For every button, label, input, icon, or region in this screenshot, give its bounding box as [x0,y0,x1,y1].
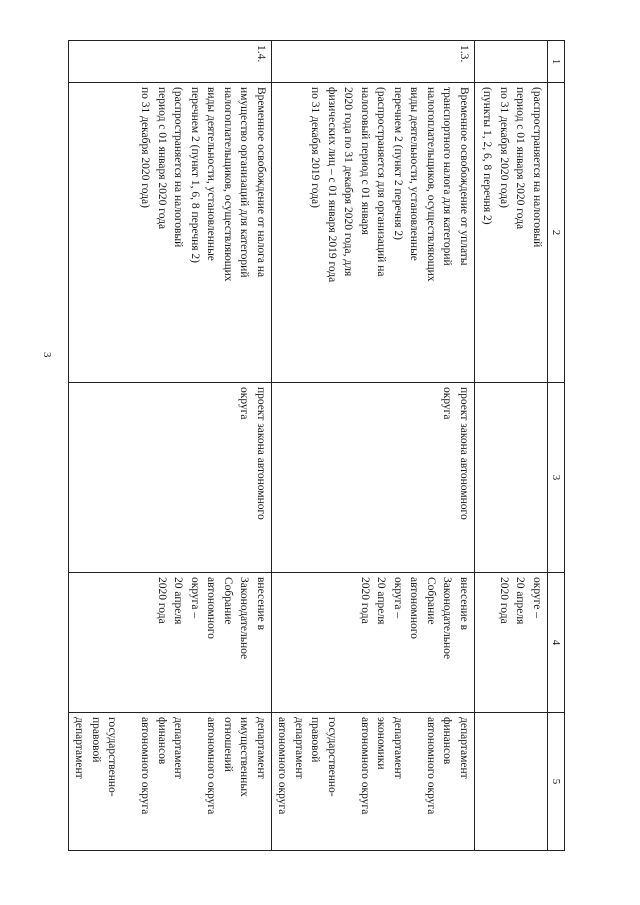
measure-cell [475,83,548,383]
cell-text-line: экономики [375,717,388,770]
cell-text-line: департамент [73,717,86,779]
cell-text-line: имущественных [238,717,251,797]
cell-text-line: перечнем 2 (пункт 1, 6, 8 перечня 2) [189,87,201,264]
blank-line [406,717,423,846]
cell-text-line: финансов [441,717,454,765]
cell-text-line: транспортного налога для категорий [441,87,454,266]
cell-text-line: виды деятельности, установленные [205,87,218,261]
rotated-table-wrapper [73,40,565,850]
blank-line [340,717,357,846]
cell-text-line: округа [441,387,454,420]
cell-text-line: по 31 декабря 2019 года) [309,87,322,208]
column-header: 2 [548,83,565,383]
cell-text-line: (распространяется на налоговый [531,87,543,248]
cell-text-line: департамент [458,717,470,779]
cell-text-line: период с 01 января 2020 года [514,87,527,230]
cell-text-line: 2020 года [156,577,168,624]
cell-text-line: 20 апреля [514,577,527,625]
cell-text-line: департамент [172,717,185,779]
cell-text-line: налогоплательщиков, осуществляющих [222,87,234,282]
cell-text-line: налоговый период с 01 января [359,87,371,235]
executor-cell [475,713,548,851]
cell-text-line: по 31 декабря 2020 года) [139,87,152,208]
cell-text-line: правовой [309,717,322,763]
cell-text-line: округе – [531,577,543,618]
cell-text-line: финансов [156,717,168,765]
cell-text-line: внесение в [458,577,470,631]
table-row [272,41,475,851]
cell-text-line: государственно- [106,717,119,797]
cell-text-line: Временное освобождение от уплаты [458,87,470,266]
cell-text-line: 20 апреля [172,577,185,625]
column-header: 1 [548,41,565,83]
cell-text-line: департамент [392,717,404,779]
row-number-cell: 1.4. [69,41,272,83]
cell-text-line: (распространяется для организаций на [375,87,388,277]
cell-text-line: автономного округа [359,717,371,815]
cell-text-line: округа – [392,577,404,619]
cell-text-line: правовой [90,717,102,763]
cell-text-line: перечнем 2 (пункт 2 перечня 2) [392,87,404,241]
measures-table [68,40,565,851]
measure-cell [272,83,475,383]
cell-text-line: Временное освобождение от налога на [255,87,267,278]
table-row [69,41,272,851]
executor-cell [69,713,272,851]
measure-cell [69,83,272,383]
cell-text-line: физических лиц – с 01 января 2019 года [326,87,338,283]
cell-text-line: автономного [408,577,421,639]
cell-text-line: государственно- [326,717,338,797]
term-cell [272,573,475,713]
row-number-cell: 1.3. [272,41,475,83]
form-cell [475,383,548,573]
cell-text-line: отношений [222,717,234,772]
term-cell [69,573,272,713]
cell-text-line: автономного округа [276,717,289,815]
column-header: 5 [548,713,565,851]
cell-text-line: Собрание [222,577,234,625]
blank-line [187,717,204,846]
cell-text-line: Законодательное [441,577,454,660]
cell-text-line: 2020 года [359,577,371,624]
cell-text-line: виды деятельности, установленные [408,87,421,261]
cell-text-line: проект закона автономного [458,387,470,520]
column-header: 4 [548,573,565,713]
row-number-cell [475,41,548,83]
cell-text-line: внесение в [255,577,267,631]
column-header: 3 [548,383,565,573]
cell-text-line: департамент [255,717,267,779]
term-cell [475,573,548,713]
form-cell [69,383,272,573]
executor-cell [272,713,475,851]
table-row [475,41,548,851]
page-number: 3 [41,352,53,358]
form-cell [272,383,475,573]
cell-text-line: автономного округа [425,717,437,815]
cell-text-line: Собрание [425,577,437,625]
cell-text-line: округа – [189,577,201,619]
blank-line [121,717,138,846]
table-header-row [548,41,565,851]
cell-text-line: период с 01 января 2020 года [156,87,168,230]
cell-text-line: автономного округа [205,717,218,815]
cell-text-line: автономного [205,577,218,639]
cell-text-line: 20 апреля [375,577,388,625]
cell-text-line: (пункты 1, 2, 6, 8 перечня 2) [481,87,494,225]
cell-text-line: (распространяется на налоговый [172,87,185,248]
cell-text-line: налогоплательщиков, осуществляющих [425,87,437,282]
cell-text-line: Законодательное [238,577,251,660]
cell-text-line: 2020 года по 31 декабря 2020 года, для [342,87,355,277]
cell-text-line: округа [238,387,251,420]
cell-text-line: по 31 декабря 2020 года) [498,87,510,208]
cell-text-line: проект закона автономного [255,387,267,520]
cell-text-line: 2020 года [498,577,510,624]
cell-text-line: департамент [293,717,305,779]
cell-text-line: имущество организаций для категорий [238,87,251,278]
cell-text-line: автономного округа [139,717,152,815]
